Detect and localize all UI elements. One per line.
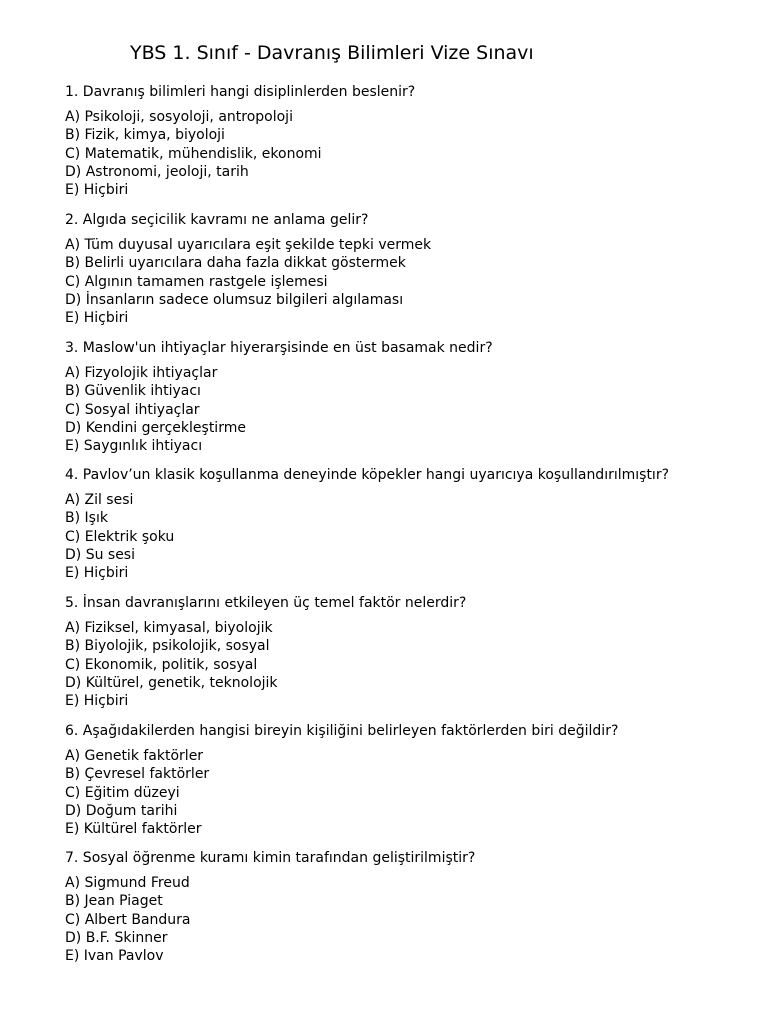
option-c: C) Sosyal ihtiyaçlar [65,401,200,418]
option-b: B) Fizik, kimya, biyoloji [65,127,225,144]
option-e: E) Ivan Pavlov [65,948,164,964]
option-e: E) Kültürel faktörler [65,821,202,837]
question-text: 1. Davranış bilimleri hangi disiplinlerden beslenir? [65,84,416,100]
option-b: B) Işık [65,510,108,527]
option-d: D) İnsanların sadece olumsuz bilgileri algılaması [65,291,404,308]
question-text: 2. Algıda seçicilik kavramı ne anlama gelir? [65,212,369,228]
option-a: A) Tüm duyusal uyarıcılara eşit şekilde tepki vermek [65,237,432,253]
option-d: D) Kendini gerçekleştirme [65,419,246,436]
question-text: 5. İnsan davranışlarını etkileyen üç temel faktör nelerdir? [65,595,467,611]
question-text: 3. Maslow'un ihtiyaçlar hiyerarşisinde en üst basamak nedir? [65,340,493,356]
option-c: C) Matematik, mühendislik, ekonomi [65,145,322,162]
option-e: E) Hiçbiri [65,310,129,326]
option-list [65,874,755,965]
question-5 [65,594,755,710]
option-b: B) Güvenlik ihtiyacı [65,383,201,400]
option-b: B) Jean Piaget [65,893,163,910]
option-list [65,236,755,327]
option-d: D) Su sesi [65,546,135,563]
option-a: A) Sigmund Freud [65,875,190,891]
option-e: E) Hiçbiri [65,693,129,709]
option-d: D) Kültürel, genetik, teknolojik [65,674,278,691]
option-b: B) Biyolojik, psikolojik, sosyal [65,638,270,655]
option-c: C) Ekonomik, politik, sosyal [65,656,258,673]
question-4 [65,466,755,582]
option-b: B) Belirli uyarıcılara daha fazla dikkat göstermek [65,255,406,272]
option-a: A) Genetik faktörler [65,748,204,764]
option-a: A) Psikoloji, sosyoloji, antropoloji [65,109,293,125]
option-list [65,747,755,838]
option-b: B) Çevresel faktörler [65,766,210,783]
option-c: C) Elektrik şoku [65,528,175,545]
option-e: E) Saygınlık ihtiyacı [65,438,203,454]
option-d: D) B.F. Skinner [65,929,168,946]
question-text: 4. Pavlov’un klasik koşullanma deneyinde köpekler hangi uyarıcıya koşullandırılmıştır? [65,467,670,483]
question-3 [65,339,755,455]
question-6 [65,722,755,838]
question-7 [65,849,755,965]
option-c: C) Albert Bandura [65,911,191,928]
option-a: A) Zil sesi [65,492,134,508]
exam-title: YBS 1. Sınıf - Davranış Bilimleri Vize Sınavı [130,42,534,64]
question-2 [65,211,755,327]
option-a: A) Fizyolojik ihtiyaçlar [65,365,218,381]
option-c: C) Eğitim düzeyi [65,784,180,801]
option-list [65,619,755,710]
option-list [65,364,755,455]
question-text: 6. Aşağıdakilerden hangisi bireyin kişiliğini belirleyen faktörlerden biri değildir? [65,723,619,739]
option-c: C) Algının tamamen rastgele işlemesi [65,273,328,290]
question-1 [65,83,755,199]
option-d: D) Doğum tarihi [65,802,178,819]
option-e: E) Hiçbiri [65,182,129,198]
option-list [65,108,755,199]
option-e: E) Hiçbiri [65,565,129,581]
option-a: A) Fiziksel, kimyasal, biyolojik [65,620,273,636]
option-list [65,491,755,582]
option-d: D) Astronomi, jeoloji, tarih [65,163,249,180]
question-text: 7. Sosyal öğrenme kuramı kimin tarafından geliştirilmiştir? [65,850,476,866]
